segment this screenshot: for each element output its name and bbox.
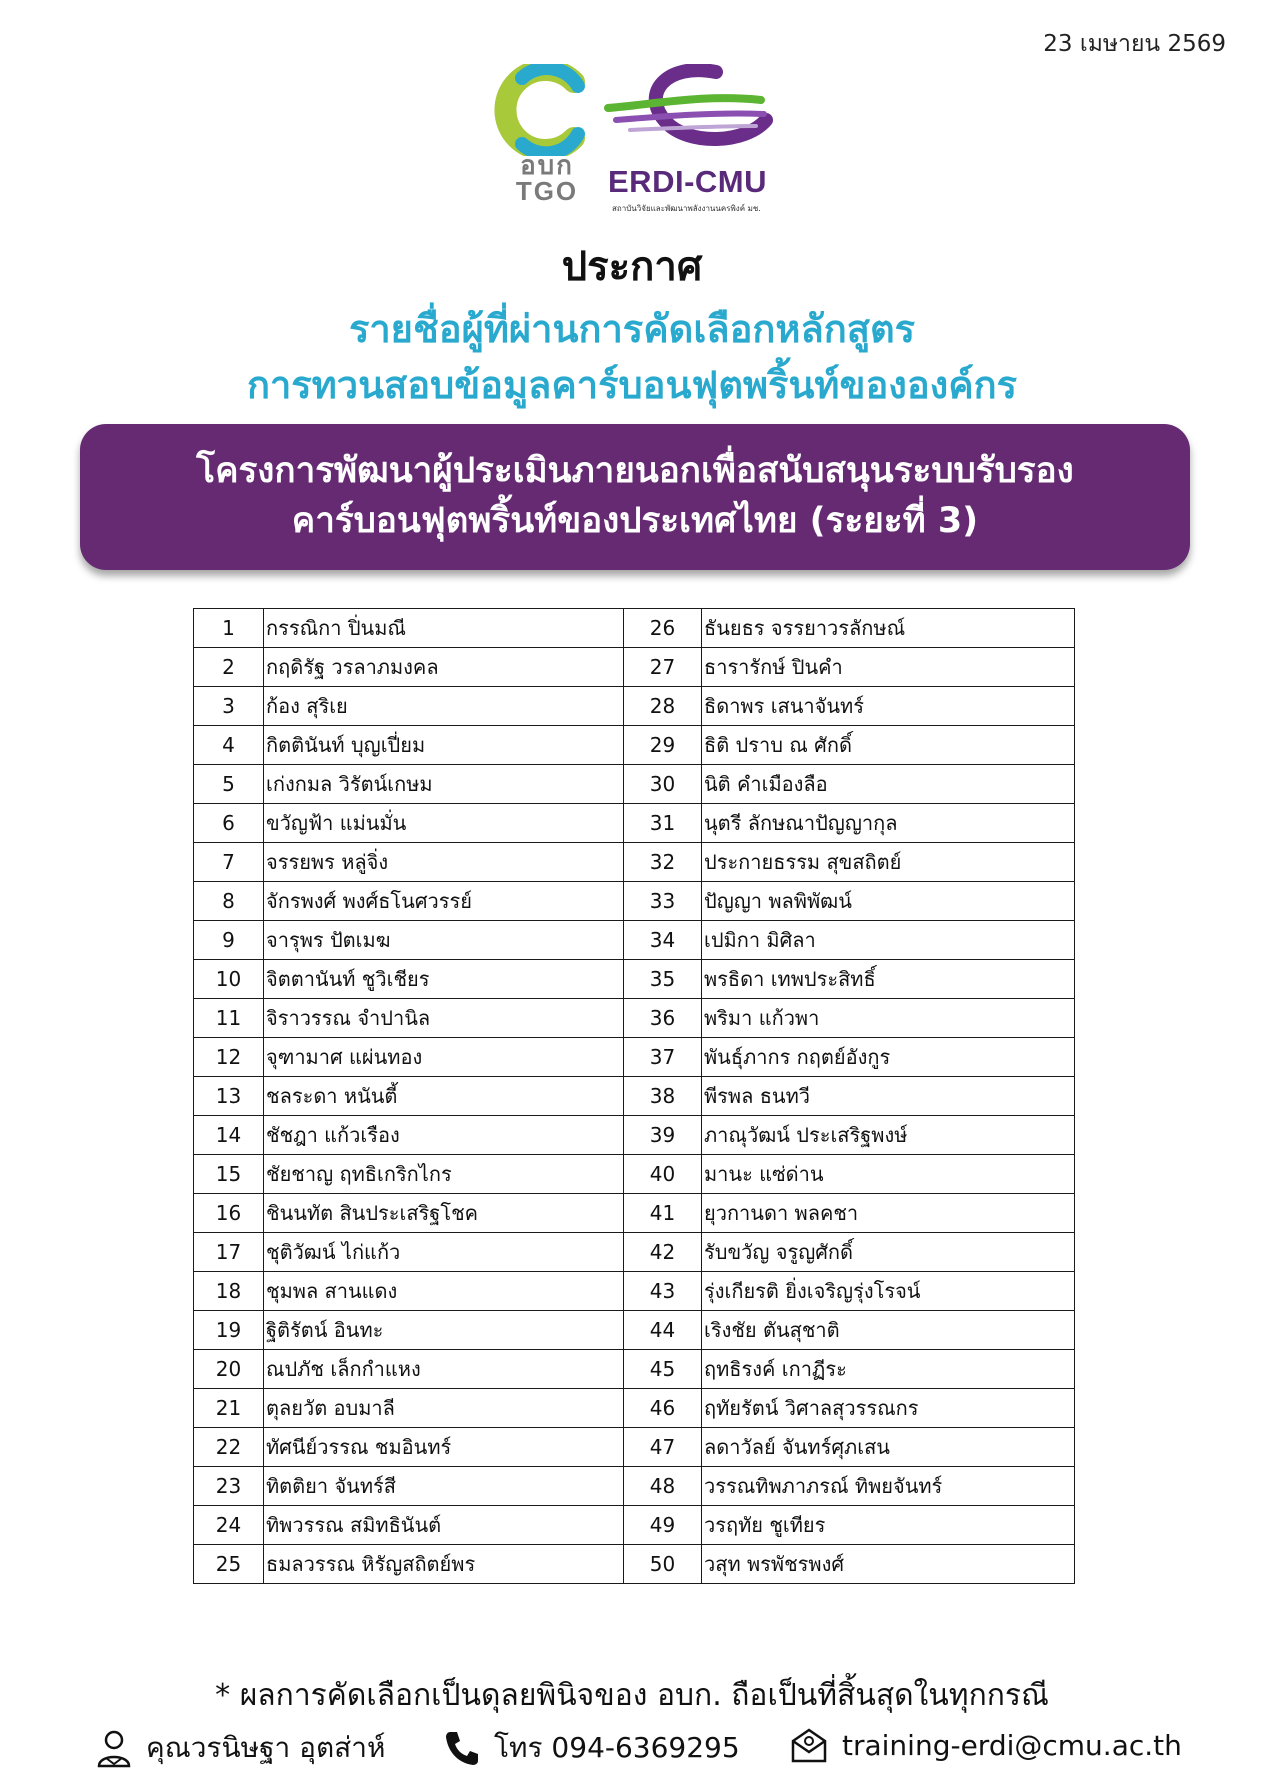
participant-number: 29 — [624, 726, 702, 765]
participant-number: 22 — [194, 1428, 264, 1467]
participant-name: จุฑามาศ แผ่นทอง — [264, 1038, 624, 1077]
participant-number: 48 — [624, 1467, 702, 1506]
tgo-logo — [492, 64, 596, 212]
participant-name: ปัญญา พลพิพัฒน์ — [702, 882, 1075, 921]
participant-number: 9 — [194, 921, 264, 960]
participant-number: 5 — [194, 765, 264, 804]
tgo-logo-latin: TGO — [515, 176, 579, 206]
tgo-logo-thai: อบก — [520, 150, 574, 180]
participant-name: ธันยธร จรรยาวรลักษณ์ — [702, 609, 1075, 648]
table-row — [194, 960, 1075, 999]
participant-name: กิตตินันท์ บุญเปี่ยม — [264, 726, 624, 765]
participant-name: ชัชฎา แก้วเรือง — [264, 1116, 624, 1155]
participant-name: รับขวัญ จรูญศักดิ์ — [702, 1233, 1075, 1272]
participant-number: 35 — [624, 960, 702, 999]
table-row — [194, 765, 1075, 804]
participant-number: 16 — [194, 1194, 264, 1233]
participant-number: 19 — [194, 1311, 264, 1350]
participant-number: 15 — [194, 1155, 264, 1194]
participant-number: 50 — [624, 1545, 702, 1584]
table-row — [194, 882, 1075, 921]
participant-number: 30 — [624, 765, 702, 804]
participant-number: 34 — [624, 921, 702, 960]
participant-number: 36 — [624, 999, 702, 1038]
participant-name: เก่งกมล วิรัตน์เกษม — [264, 765, 624, 804]
participant-number: 14 — [194, 1116, 264, 1155]
erdi-e-mark — [596, 64, 796, 164]
table-row — [194, 1116, 1075, 1155]
participant-name: ฤทธิรงค์ เกาฏีระ — [702, 1350, 1075, 1389]
table-row — [194, 1038, 1075, 1077]
participant-name: ธิดาพร เสนาจันทร์ — [702, 687, 1075, 726]
contact-person — [96, 1726, 385, 1770]
participant-name: ทิตติยา จันทร์สี — [264, 1467, 624, 1506]
participant-name: พรธิดา เทพประสิทธิ์ — [702, 960, 1075, 999]
participant-name: จรรยพร หลู่จิ่ง — [264, 843, 624, 882]
table-row — [194, 921, 1075, 960]
erdi-logo — [596, 64, 796, 214]
participant-number: 11 — [194, 999, 264, 1038]
participant-number: 4 — [194, 726, 264, 765]
participant-number: 42 — [624, 1233, 702, 1272]
participant-name: ฐิติรัตน์ อินทะ — [264, 1311, 624, 1350]
table-row — [194, 1545, 1075, 1584]
participant-number: 17 — [194, 1233, 264, 1272]
contact-email-address[interactable]: training-erdi@cmu.ac.th — [842, 1728, 1182, 1762]
participant-number: 39 — [624, 1116, 702, 1155]
participant-number: 25 — [194, 1545, 264, 1584]
table-row — [194, 1194, 1075, 1233]
participant-name: ยุวกานดา พลคชา — [702, 1194, 1075, 1233]
person-icon — [96, 1728, 132, 1768]
participant-number: 40 — [624, 1155, 702, 1194]
participant-number: 20 — [194, 1350, 264, 1389]
participant-number: 27 — [624, 648, 702, 687]
participant-number: 24 — [194, 1506, 264, 1545]
participant-name: ชัยชาญ ฤทธิเกริกไกร — [264, 1155, 624, 1194]
participant-number: 8 — [194, 882, 264, 921]
participant-number: 26 — [624, 609, 702, 648]
title-line-1: รายชื่อผู้ที่ผ่านการคัดเลือกหลักสูตร — [348, 307, 916, 351]
participant-number: 46 — [624, 1389, 702, 1428]
participant-number: 43 — [624, 1272, 702, 1311]
participant-name: จักรพงศ์ พงศ์ธโนศวรรย์ — [264, 882, 624, 921]
erdi-logo-subtitle: สถาบันวิจัยและพัฒนาพลังงานนครพิงค์ มช. — [612, 204, 761, 213]
participant-name: ธิติ ปราบ ณ ศักดิ์ — [702, 726, 1075, 765]
participant-name: ธารารักษ์ ปินคำ — [702, 648, 1075, 687]
participant-name: รุ่งเกียรติ ยิ่งเจริญรุ่งโรจน์ — [702, 1272, 1075, 1311]
tgo-c-mark — [492, 64, 596, 156]
project-banner — [80, 424, 1190, 570]
participant-number: 10 — [194, 960, 264, 999]
email-icon — [790, 1726, 828, 1764]
participant-number: 7 — [194, 843, 264, 882]
participant-number: 31 — [624, 804, 702, 843]
table-row — [194, 1311, 1075, 1350]
participant-name: ทิพวรรณ สมิทธินันต์ — [264, 1506, 624, 1545]
table-row — [194, 1077, 1075, 1116]
participant-name: พันธุ์ภากร กฤตย์อังกูร — [702, 1038, 1075, 1077]
contact-phone-number: โทร 094-6369295 — [494, 1731, 740, 1764]
participant-name: จารุพร ปัตเมฆ — [264, 921, 624, 960]
participant-name: กฤดิรัฐ วรลาภมงคล — [264, 648, 624, 687]
participant-name: มานะ แซ่ด่าน — [702, 1155, 1075, 1194]
participant-name: ธมลวรรณ หิรัญสถิตย์พร — [264, 1545, 624, 1584]
participant-number: 18 — [194, 1272, 264, 1311]
table-row — [194, 1428, 1075, 1467]
table-row — [194, 999, 1075, 1038]
announcement-date: 23 เมษายน 2569 — [1043, 31, 1226, 57]
participant-name: ขวัญฟ้า แม่นมั่น — [264, 804, 624, 843]
participant-name: นุตรี ลักษณาปัญญากุล — [702, 804, 1075, 843]
participant-number: 49 — [624, 1506, 702, 1545]
participant-name: เริงชัย ตันสุชาติ — [702, 1311, 1075, 1350]
participant-number: 2 — [194, 648, 264, 687]
banner-line-1: โครงการพัฒนาผู้ประเมินภายนอกเพื่อสนับสนุนระบบรับรอง — [196, 451, 1074, 491]
participant-name: นิติ คำเมืองลือ — [702, 765, 1075, 804]
erdi-logo-name: ERDI-CMU — [608, 164, 767, 199]
participant-number: 28 — [624, 687, 702, 726]
table-row — [194, 1155, 1075, 1194]
table-row — [194, 1350, 1075, 1389]
participant-name: วรรณทิพภาภรณ์ ทิพยจันทร์ — [702, 1467, 1075, 1506]
phone-icon — [444, 1729, 480, 1767]
participant-name: ตุลยวัต อบมาลี — [264, 1389, 624, 1428]
announcement-heading: ประกาศ — [561, 244, 703, 290]
participant-name: วสุท พรพัชรพงศ์ — [702, 1545, 1075, 1584]
participant-name: ก้อง สุริเย — [264, 687, 624, 726]
participant-number: 21 — [194, 1389, 264, 1428]
participant-name: ทัศนีย์วรรณ ชมอินทร์ — [264, 1428, 624, 1467]
participant-number: 47 — [624, 1428, 702, 1467]
participant-name: ลดาวัลย์ จันทร์ศุภเสน — [702, 1428, 1075, 1467]
participant-name: วรฤทัย ชูเทียร — [702, 1506, 1075, 1545]
title-line-2: การทวนสอบข้อมูลคาร์บอนฟุตพริ้นท์ขององค์กร — [246, 363, 1018, 407]
table-row — [194, 1467, 1075, 1506]
participant-number: 44 — [624, 1311, 702, 1350]
participant-name: ชุติวัฒน์ ไก่แก้ว — [264, 1233, 624, 1272]
participant-number: 13 — [194, 1077, 264, 1116]
participant-name: จิราวรรณ จำปานิล — [264, 999, 624, 1038]
participant-name: พีรพล ธนทวี — [702, 1077, 1075, 1116]
participant-name: จิตตานันท์ ชูวิเชียร — [264, 960, 624, 999]
participant-number: 12 — [194, 1038, 264, 1077]
participant-name: ชุมพล สานแดง — [264, 1272, 624, 1311]
contact-phone — [444, 1726, 740, 1770]
table-row — [194, 687, 1075, 726]
contact-person-name: คุณวรนิษฐา อุตส่าห์ — [146, 1731, 386, 1764]
participant-number: 32 — [624, 843, 702, 882]
table-row — [194, 1272, 1075, 1311]
footnote: * ผลการคัดเลือกเป็นดุลยพินิจของ อบก. ถือเป็นที่สิ้นสุดในทุกกรณี — [215, 1678, 1049, 1713]
table-row — [194, 726, 1075, 765]
participant-name: ประกายธรรม สุขสถิตย์ — [702, 843, 1075, 882]
participant-name: ฤทัยรัตน์ วิศาลสุวรรณกร — [702, 1389, 1075, 1428]
participant-name: ภาณุวัฒน์ ประเสริฐพงษ์ — [702, 1116, 1075, 1155]
participant-name: กรรณิกา ปิ่นมณี — [264, 609, 624, 648]
participant-name: พริมา แก้วพา — [702, 999, 1075, 1038]
participant-number: 41 — [624, 1194, 702, 1233]
participant-number: 6 — [194, 804, 264, 843]
table-row — [194, 1233, 1075, 1272]
participant-number: 45 — [624, 1350, 702, 1389]
participant-number: 1 — [194, 609, 264, 648]
table-row — [194, 843, 1075, 882]
participant-number: 3 — [194, 687, 264, 726]
participant-name: เปมิกา มิศิลา — [702, 921, 1075, 960]
participant-name: ชินนทัต สินประเสริฐโชค — [264, 1194, 624, 1233]
participant-number: 33 — [624, 882, 702, 921]
participants-table — [193, 608, 1075, 1584]
participant-number: 38 — [624, 1077, 702, 1116]
table-row — [194, 1389, 1075, 1428]
table-row — [194, 648, 1075, 687]
table-row — [194, 1506, 1075, 1545]
participant-number: 37 — [624, 1038, 702, 1077]
contact-email — [790, 1726, 1182, 1764]
table-row — [194, 804, 1075, 843]
table-row — [194, 609, 1075, 648]
participant-name: ณปภัช เล็กกำแหง — [264, 1350, 624, 1389]
participant-name: ชลระดา หนันตี้ — [264, 1077, 624, 1116]
participant-number: 23 — [194, 1467, 264, 1506]
banner-line-2: คาร์บอนฟุตพริ้นท์ของประเทศไทย (ระยะที่ 3) — [291, 501, 979, 541]
